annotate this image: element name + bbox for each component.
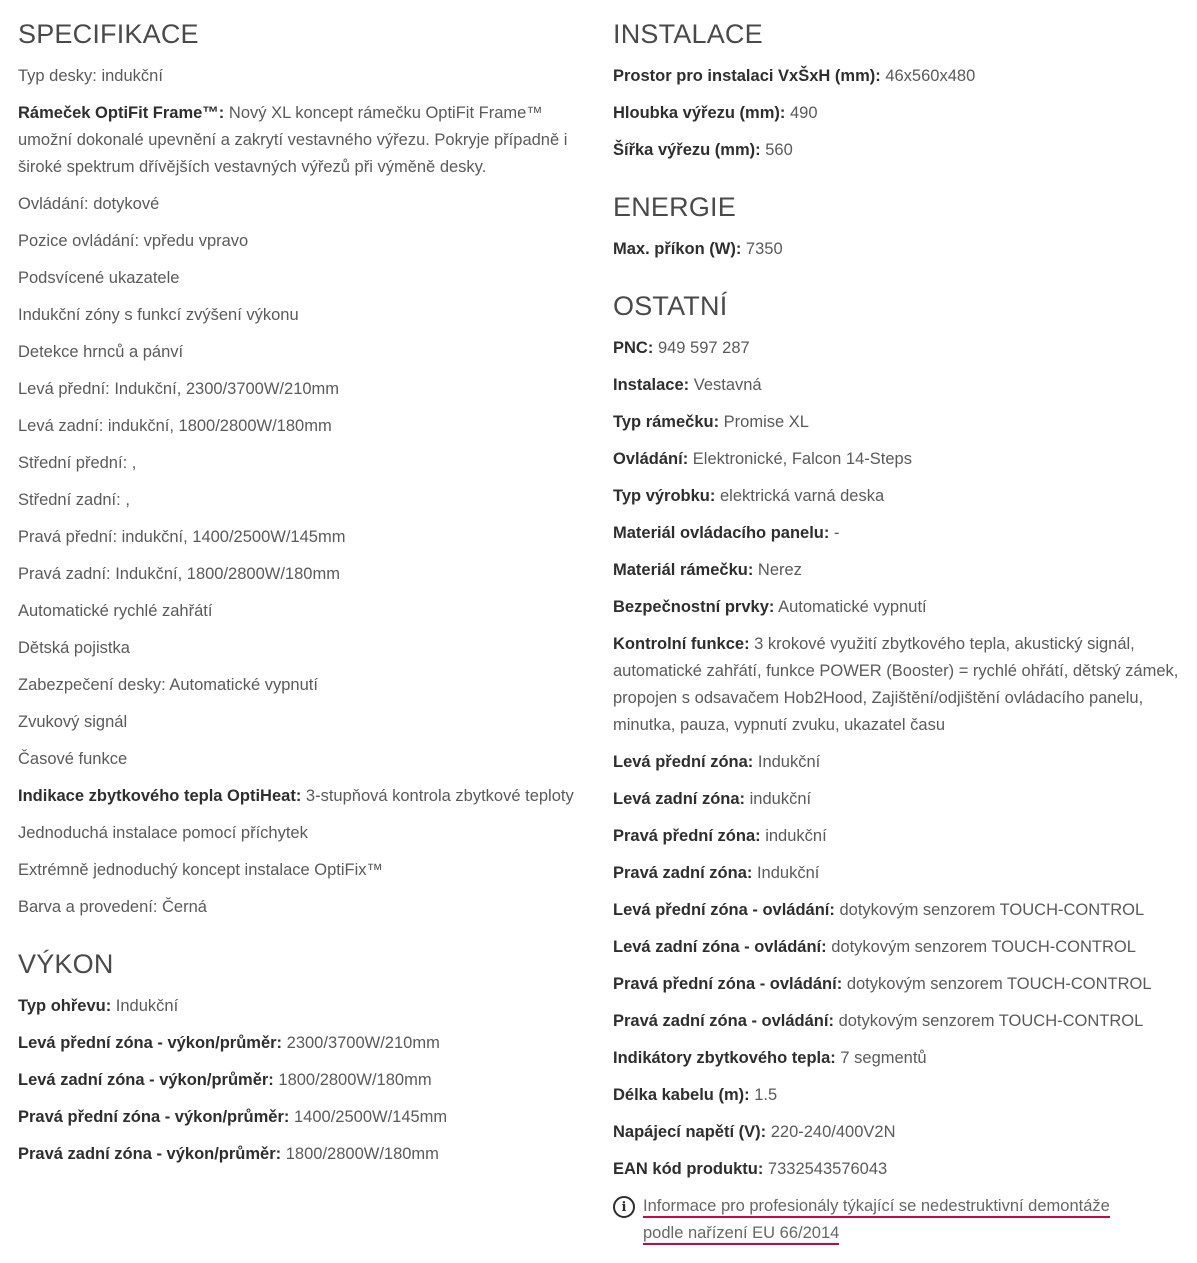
spec-value: Elektronické, Falcon 14-Steps bbox=[692, 450, 912, 468]
spec-item bbox=[613, 1119, 1183, 1146]
spec-item bbox=[613, 1156, 1183, 1183]
spec-value: Zvukový signál bbox=[18, 713, 128, 731]
spec-value: 490 bbox=[789, 104, 818, 122]
spec-value: 7350 bbox=[745, 240, 783, 258]
spec-item bbox=[613, 971, 1183, 998]
spec-label: PNC: bbox=[613, 339, 654, 357]
spec-value: 3-stupňová kontrola zbytkové teploty bbox=[305, 787, 574, 805]
spec-label: Napájecí napětí (V): bbox=[613, 1123, 767, 1141]
spec-item bbox=[613, 594, 1183, 621]
spec-label: Ovládání: bbox=[613, 450, 689, 468]
spec-item bbox=[613, 1008, 1183, 1035]
spec-item bbox=[613, 236, 1183, 263]
spec-label: Levá zadní zóna - výkon/průměr: bbox=[18, 1071, 274, 1089]
spec-value: 1.5 bbox=[754, 1086, 778, 1104]
spec-label: Instalace: bbox=[613, 376, 690, 394]
spec-label: Typ výrobku: bbox=[613, 487, 716, 505]
spec-item bbox=[613, 100, 1183, 127]
spec-value: Indukční bbox=[115, 997, 179, 1015]
spec-label: Typ ohřevu: bbox=[18, 997, 112, 1015]
spec-value: Indukční zóny s funkcí zvýšení výkonu bbox=[18, 306, 299, 324]
spec-value: Indukční bbox=[757, 753, 821, 771]
spec-label: EAN kód produktu: bbox=[613, 1160, 764, 1178]
spec-value: Levá zadní: indukční, 1800/2800W/180mm bbox=[18, 417, 332, 435]
section-ostatni bbox=[613, 290, 1183, 1183]
spec-value: Extrémně jednoduchý koncept instalace OptiFix™ bbox=[18, 861, 384, 879]
section-title: VÝKON bbox=[18, 949, 114, 979]
spec-item bbox=[18, 376, 578, 403]
spec-value: 7 segmentů bbox=[840, 1049, 927, 1067]
spec-value: Nový XL koncept rámečku OptiFit Frame™ umožní dokonalé upevnění a zakrytí vestavného výřezu. Pokryje případně i široké spektrum dřívějších vestavných výřezů při výměně desky. bbox=[18, 104, 568, 176]
spec-item bbox=[18, 672, 578, 699]
spec-value: 560 bbox=[765, 141, 793, 159]
spec-label: Levá zadní zóna: bbox=[613, 790, 746, 808]
spec-item bbox=[613, 1045, 1183, 1072]
spec-value: Střední zadní: , bbox=[18, 491, 130, 509]
spec-item bbox=[613, 631, 1183, 739]
spec-item bbox=[18, 1141, 578, 1168]
spec-value: Indukční bbox=[756, 864, 820, 882]
spec-item bbox=[18, 709, 578, 736]
spec-value: 2300/3700W/210mm bbox=[286, 1034, 440, 1052]
spec-value: Promise XL bbox=[723, 413, 809, 431]
section-title: INSTALACE bbox=[613, 19, 763, 49]
spec-label: Materiál rámečku: bbox=[613, 561, 754, 579]
spec-value: 7332543576043 bbox=[767, 1160, 888, 1178]
spec-item bbox=[18, 635, 578, 662]
spec-item bbox=[18, 100, 578, 181]
spec-item bbox=[18, 746, 578, 773]
spec-label: Levá zadní zóna - ovládání: bbox=[613, 938, 827, 956]
spec-value: - bbox=[833, 524, 840, 542]
spec-label: Pravá zadní zóna: bbox=[613, 864, 753, 882]
spec-label: Pravá zadní zóna - výkon/průměr: bbox=[18, 1145, 282, 1163]
spec-item bbox=[613, 63, 1183, 90]
right-column bbox=[613, 0, 1183, 1247]
spec-label: Levá přední zóna - výkon/průměr: bbox=[18, 1034, 283, 1052]
spec-label: Bezpečnostní prvky: bbox=[613, 598, 775, 616]
spec-value: Zabezpečení desky: Automatické vypnutí bbox=[18, 676, 318, 694]
spec-value: Střední přední: , bbox=[18, 454, 137, 472]
spec-label: Pravá přední zóna - výkon/průměr: bbox=[18, 1108, 290, 1126]
info-circle-icon: i bbox=[613, 1196, 635, 1218]
spec-value: 3 krokové využití zbytkového tepla, akustický signál, automatické zahřátí, funkce POWER (Booster) = rychlé ohřátí, dětský zámek, propojen s odsavačem Hob2Hood, Zajištění/odjištění ovládacího panelu, minutka, pauza, vypnutí zvuku, ukazatel času bbox=[613, 635, 1179, 734]
disassembly-info-link[interactable]: Informace pro profesionály týkající se nedestruktivní demontáže podle nařízení EU 66/2014 bbox=[643, 1193, 1110, 1247]
spec-label: Pravá přední zóna: bbox=[613, 827, 761, 845]
spec-item bbox=[613, 335, 1183, 362]
spec-value: Dětská pojistka bbox=[18, 639, 130, 657]
spec-label: Rámeček OptiFit Frame™: bbox=[18, 104, 225, 122]
spec-label: Indikátory zbytkového tepla: bbox=[613, 1049, 836, 1067]
spec-item bbox=[613, 1082, 1183, 1109]
section-specifikace bbox=[18, 18, 578, 921]
spec-value: Levá přední: Indukční, 2300/3700W/210mm bbox=[18, 380, 340, 398]
spec-label: Max. příkon (W): bbox=[613, 240, 742, 258]
spec-item bbox=[18, 302, 578, 329]
spec-value: 949 597 287 bbox=[657, 339, 750, 357]
spec-value: Vestavná bbox=[693, 376, 762, 394]
spec-item bbox=[613, 409, 1183, 436]
spec-item bbox=[18, 413, 578, 440]
spec-item bbox=[613, 934, 1183, 961]
spec-value: 46x560x480 bbox=[885, 67, 976, 85]
spec-item bbox=[18, 339, 578, 366]
spec-item bbox=[18, 561, 578, 588]
spec-value: Časové funkce bbox=[18, 750, 128, 768]
section-energie bbox=[613, 191, 1183, 263]
spec-item bbox=[18, 228, 578, 255]
spec-value: dotykovým senzorem TOUCH-CONTROL bbox=[838, 1012, 1144, 1030]
spec-value: Detekce hrnců a pánví bbox=[18, 343, 184, 361]
spec-label: Prostor pro instalaci VxŠxH (mm): bbox=[613, 67, 881, 85]
spec-item bbox=[613, 823, 1183, 850]
spec-value: 1400/2500W/145mm bbox=[294, 1108, 448, 1126]
spec-value: 1800/2800W/180mm bbox=[285, 1145, 439, 1163]
spec-value: Typ desky: indukční bbox=[18, 67, 163, 85]
section-vykon bbox=[18, 948, 578, 1168]
spec-label: Levá přední zóna: bbox=[613, 753, 754, 771]
spec-value: indukční bbox=[749, 790, 812, 808]
spec-item bbox=[613, 372, 1183, 399]
spec-item bbox=[18, 894, 578, 921]
spec-label: Materiál ovládacího panelu: bbox=[613, 524, 830, 542]
spec-item bbox=[18, 598, 578, 625]
spec-value: Jednoduchá instalace pomocí příchytek bbox=[18, 824, 308, 842]
spec-item bbox=[613, 520, 1183, 547]
spec-item bbox=[18, 450, 578, 477]
disassembly-info bbox=[613, 1193, 1183, 1247]
spec-item bbox=[613, 897, 1183, 924]
spec-label: Levá přední zóna - ovládání: bbox=[613, 901, 835, 919]
spec-item bbox=[613, 483, 1183, 510]
spec-item bbox=[613, 860, 1183, 887]
spec-value: indukční bbox=[765, 827, 827, 845]
spec-item bbox=[613, 446, 1183, 473]
spec-value: 1800/2800W/180mm bbox=[278, 1071, 432, 1089]
spec-item bbox=[613, 749, 1183, 776]
spec-value: Pozice ovládání: vpředu vpravo bbox=[18, 232, 249, 250]
spec-value: Automatické vypnutí bbox=[778, 598, 927, 616]
spec-item bbox=[18, 191, 578, 218]
spec-value: Ovládání: dotykové bbox=[18, 195, 160, 213]
spec-item bbox=[613, 137, 1183, 164]
spec-label: Pravá zadní zóna - ovládání: bbox=[613, 1012, 834, 1030]
spec-item bbox=[613, 786, 1183, 813]
spec-value: Pravá zadní: Indukční, 1800/2800W/180mm bbox=[18, 565, 340, 583]
spec-label: Hloubka výřezu (mm): bbox=[613, 104, 786, 122]
spec-label: Délka kabelu (m): bbox=[613, 1086, 750, 1104]
section-title: OSTATNÍ bbox=[613, 291, 728, 321]
spec-value: dotykovým senzorem TOUCH-CONTROL bbox=[839, 901, 1145, 919]
spec-value: dotykovým senzorem TOUCH-CONTROL bbox=[846, 975, 1152, 993]
spec-item bbox=[18, 63, 578, 90]
spec-item bbox=[18, 265, 578, 292]
spec-item bbox=[613, 557, 1183, 584]
spec-label: Pravá přední zóna - ovládání: bbox=[613, 975, 843, 993]
spec-item bbox=[18, 487, 578, 514]
spec-value: Nerez bbox=[757, 561, 802, 579]
spec-value: Barva a provedení: Černá bbox=[18, 898, 207, 916]
spec-value: elektrická varná deska bbox=[719, 487, 885, 505]
spec-value: 220-240/400V2N bbox=[770, 1123, 896, 1141]
spec-value: Podsvícené ukazatele bbox=[18, 269, 180, 287]
spec-value: dotykovým senzorem TOUCH-CONTROL bbox=[831, 938, 1136, 956]
section-instalace bbox=[613, 18, 1183, 164]
spec-label: Kontrolní funkce: bbox=[613, 635, 750, 653]
spec-item bbox=[18, 1104, 578, 1131]
spec-label: Šířka výřezu (mm): bbox=[613, 141, 761, 159]
spec-label: Typ rámečku: bbox=[613, 413, 720, 431]
spec-item bbox=[18, 783, 578, 810]
spec-label: Indikace zbytkového tepla OptiHeat: bbox=[18, 787, 302, 805]
spec-item bbox=[18, 1030, 578, 1057]
spec-item bbox=[18, 993, 578, 1020]
spec-item bbox=[18, 820, 578, 847]
spec-item bbox=[18, 524, 578, 551]
spec-value: Pravá přední: indukční, 1400/2500W/145mm bbox=[18, 528, 346, 546]
left-column bbox=[18, 0, 578, 1178]
spec-item bbox=[18, 857, 578, 884]
section-title: ENERGIE bbox=[613, 192, 736, 222]
spec-item bbox=[18, 1067, 578, 1094]
spec-value: Automatické rychlé zahřátí bbox=[18, 602, 213, 620]
section-title: SPECIFIKACE bbox=[18, 19, 199, 49]
